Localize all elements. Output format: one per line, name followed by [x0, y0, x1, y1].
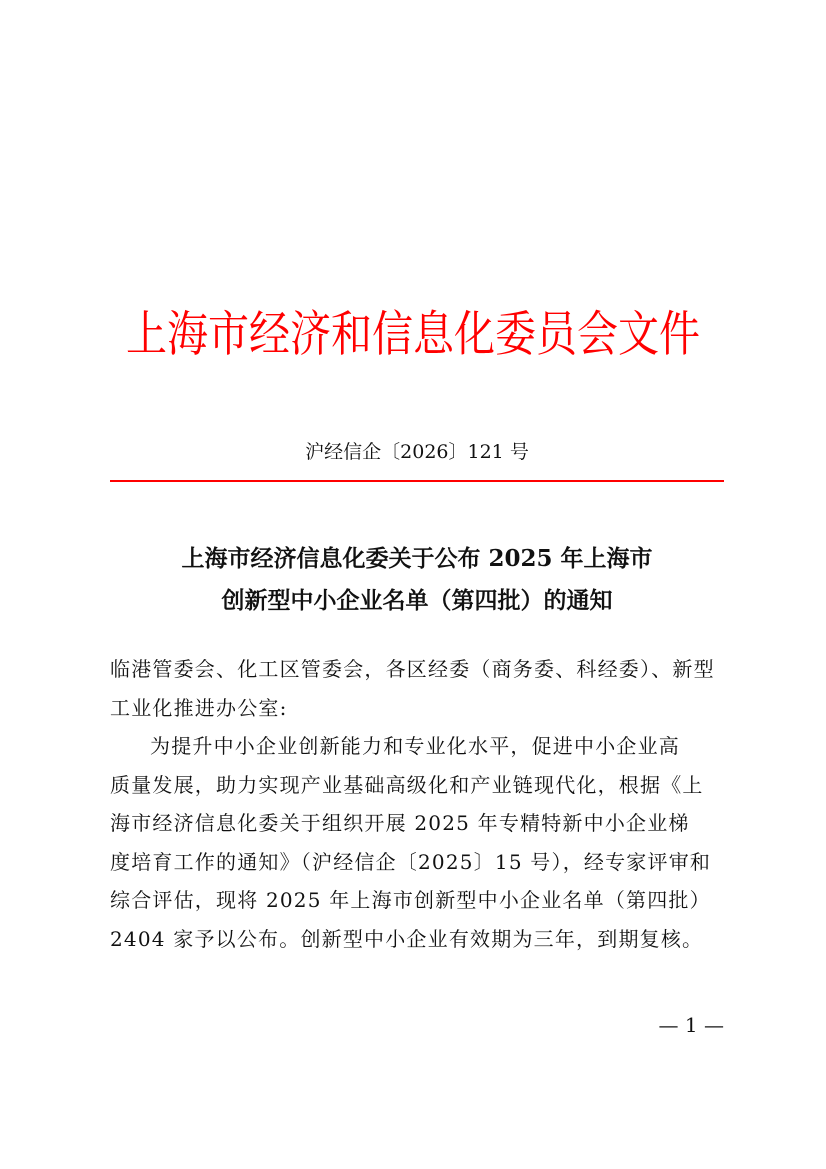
notice-title-line-2: 创新型中小企业名单（第四批）的通知 [221, 587, 613, 614]
red-divider-rule [110, 480, 724, 482]
paragraph-line-5: 综合评估，现将 2025 年上海市创新型中小企业名单（第四批） [110, 888, 711, 912]
notice-title-line-1: 上海市经济信息化委关于公布 2025 年上海市 [181, 545, 653, 572]
addressee-line-1: 临港管委会、化工区管委会，各区经委（商务委、科经委）、新型 [110, 657, 715, 681]
paragraph-line-2: 质量发展，助力实现产业基础高级化和产业链现代化，根据《上 [110, 772, 704, 797]
masthead-title: 上海市经济和信息化委员会文件 [126, 305, 700, 363]
notice-title [110, 538, 724, 622]
notice-body [110, 650, 724, 958]
paragraph-line-4: 度培育工作的通知》（沪经信企〔2025〕15 号），经专家评审和 [110, 849, 712, 874]
addressee-line-2: 工业化推进办公室: [110, 695, 288, 720]
document-number: 沪经信企〔2026〕121 号 [305, 441, 529, 463]
paragraph-line-6: 2404 家予以公布。创新型中小企业有效期为三年，到期复核。 [110, 926, 704, 951]
paragraph-line-1: 为提升中小企业创新能力和专业化水平，促进中小企业高 [150, 734, 680, 758]
page-number: — 1 — [658, 1013, 724, 1037]
paragraph-line-3: 海市经济信息化委关于组织开展 2025 年专精特新中小企业梯 [110, 811, 690, 835]
